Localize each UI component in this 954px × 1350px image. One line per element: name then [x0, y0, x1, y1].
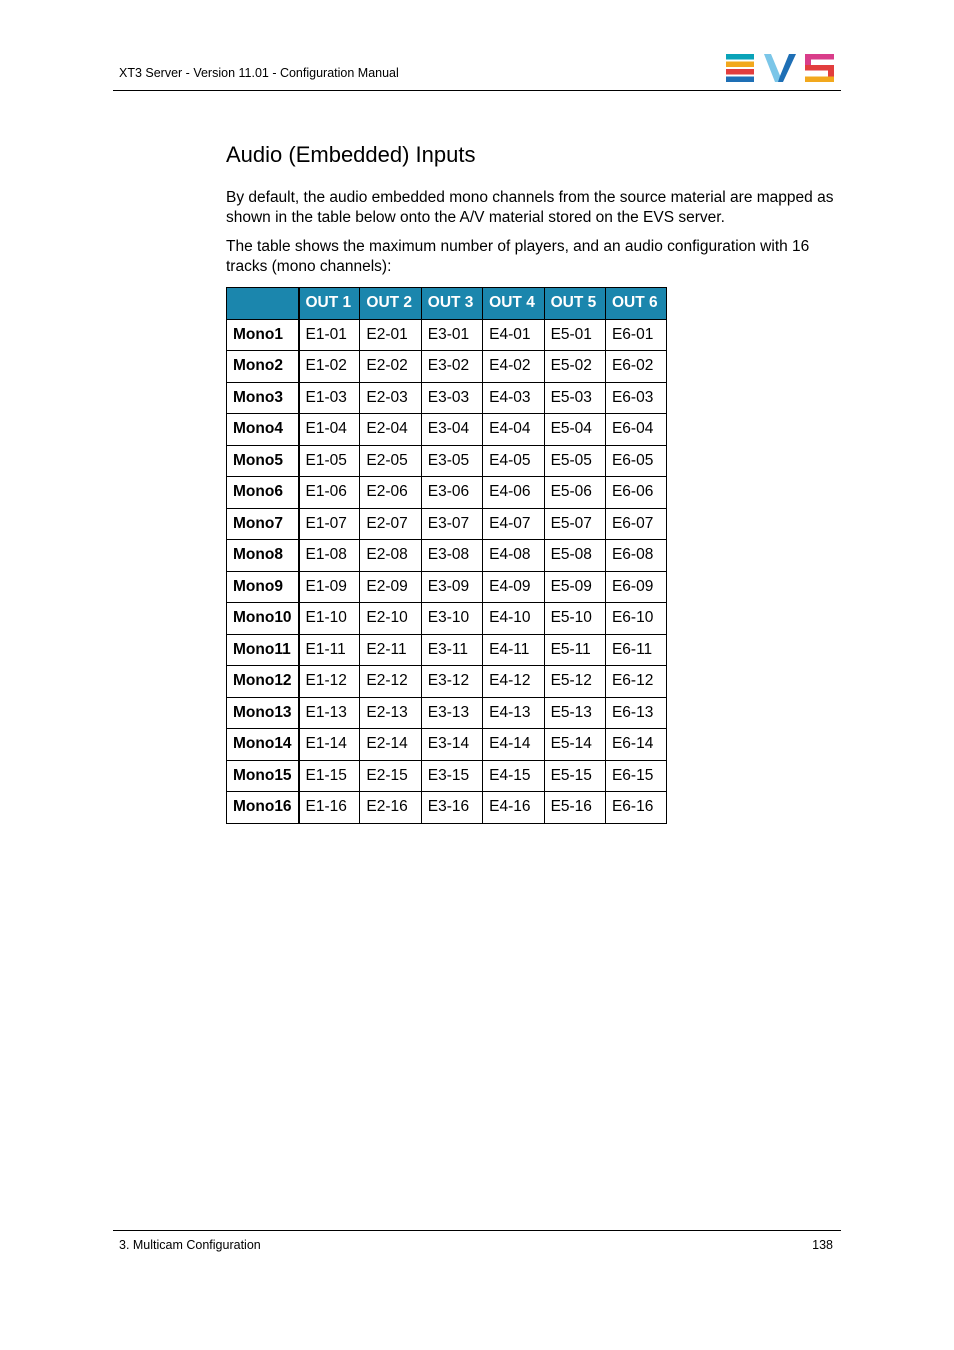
table-row	[227, 414, 667, 446]
table-cell: E5-13	[544, 697, 605, 729]
table-row	[227, 508, 667, 540]
column-header: OUT 2	[360, 288, 421, 320]
table-cell: E5-08	[544, 540, 605, 572]
table-cell: E3-07	[421, 508, 482, 540]
logo-v-left	[764, 54, 781, 82]
table-cell: E1-15	[299, 760, 360, 792]
table-cell: E3-06	[421, 477, 482, 509]
section-title: Audio (Embedded) Inputs	[226, 142, 476, 167]
table-cell: E1-07	[299, 508, 360, 540]
table-cell: E5-15	[544, 760, 605, 792]
table-cell: E5-07	[544, 508, 605, 540]
header-divider	[113, 90, 841, 91]
table-cell: E1-10	[299, 603, 360, 635]
table-cell: E5-03	[544, 382, 605, 414]
column-header: OUT 3	[421, 288, 482, 320]
table-row	[227, 697, 667, 729]
table-cell: E6-11	[605, 634, 666, 666]
row-header: Mono3	[227, 382, 299, 414]
table-cell: E2-02	[360, 351, 421, 383]
table-row	[227, 445, 667, 477]
table-cell: E3-09	[421, 571, 482, 603]
table-cell: E6-13	[605, 697, 666, 729]
table-cell: E5-04	[544, 414, 605, 446]
logo-e-stripe-1	[726, 54, 754, 60]
table-cell: E5-05	[544, 445, 605, 477]
table-cell: E2-14	[360, 729, 421, 761]
table-row	[227, 729, 667, 761]
footer-divider	[113, 1230, 841, 1231]
table-cell: E1-06	[299, 477, 360, 509]
table-cell: E4-15	[483, 760, 544, 792]
audio-mapping-table	[226, 287, 667, 824]
table-cell: E3-13	[421, 697, 482, 729]
table-cell: E5-12	[544, 666, 605, 698]
table-cell: E6-10	[605, 603, 666, 635]
table-cell: E2-16	[360, 792, 421, 824]
table-cell: E5-06	[544, 477, 605, 509]
table-cell: E3-14	[421, 729, 482, 761]
intro-paragraph: By default, the audio embedded mono channels from the source material are mapped as shown in the table below onto the A/V material stored on the EVS server.	[226, 189, 834, 226]
table-cell: E2-04	[360, 414, 421, 446]
table-cell: E4-09	[483, 571, 544, 603]
table-row	[227, 571, 667, 603]
table-cell: E4-01	[483, 319, 544, 351]
table-row	[227, 382, 667, 414]
table-cell: E2-01	[360, 319, 421, 351]
table-description-paragraph: The table shows the maximum number of players, and an audio configuration with 16 tracks (mono channels):	[226, 238, 810, 275]
table-cell: E3-12	[421, 666, 482, 698]
row-header: Mono16	[227, 792, 299, 824]
table-cell: E6-02	[605, 351, 666, 383]
document-title: XT3 Server - Version 11.01 - Configuration Manual	[119, 66, 399, 80]
logo-e-stripe-2	[726, 62, 754, 68]
table-cell: E4-14	[483, 729, 544, 761]
logo-v-right	[778, 54, 796, 82]
table-cell: E3-08	[421, 540, 482, 572]
table-cell: E6-16	[605, 792, 666, 824]
table-row	[227, 319, 667, 351]
table-cell: E3-11	[421, 634, 482, 666]
table-row	[227, 634, 667, 666]
table-cell: E1-03	[299, 382, 360, 414]
table-cell: E3-05	[421, 445, 482, 477]
table-row	[227, 351, 667, 383]
table-cell: E2-05	[360, 445, 421, 477]
table-cell: E6-05	[605, 445, 666, 477]
table-cell: E2-06	[360, 477, 421, 509]
table-cell: E6-12	[605, 666, 666, 698]
table-cell: E4-03	[483, 382, 544, 414]
table-cell: E4-07	[483, 508, 544, 540]
table-cell: E4-10	[483, 603, 544, 635]
table-row	[227, 760, 667, 792]
table-cell: E6-09	[605, 571, 666, 603]
table-cell: E3-16	[421, 792, 482, 824]
table-cell: E6-08	[605, 540, 666, 572]
logo-e-stripe-3	[726, 69, 754, 75]
footer-chapter: 3. Multicam Configuration	[119, 1238, 261, 1252]
table-cell: E5-09	[544, 571, 605, 603]
table-row	[227, 792, 667, 824]
row-header: Mono13	[227, 697, 299, 729]
column-header: OUT 6	[605, 288, 666, 320]
table-cell: E5-10	[544, 603, 605, 635]
table-cell: E4-08	[483, 540, 544, 572]
table-cell: E1-13	[299, 697, 360, 729]
table-cell: E2-03	[360, 382, 421, 414]
row-header: Mono2	[227, 351, 299, 383]
table-cell: E4-02	[483, 351, 544, 383]
row-header: Mono12	[227, 666, 299, 698]
row-header: Mono1	[227, 319, 299, 351]
table-row	[227, 666, 667, 698]
table-cell: E1-01	[299, 319, 360, 351]
table-cell: E4-12	[483, 666, 544, 698]
table-header-row	[227, 288, 667, 320]
table-cell: E1-16	[299, 792, 360, 824]
table-cell: E6-14	[605, 729, 666, 761]
table-cell: E2-09	[360, 571, 421, 603]
row-header: Mono6	[227, 477, 299, 509]
table-cell: E2-10	[360, 603, 421, 635]
table-cell: E2-13	[360, 697, 421, 729]
column-header: OUT 5	[544, 288, 605, 320]
table-corner-cell	[227, 288, 299, 320]
table-cell: E5-02	[544, 351, 605, 383]
row-header: Mono10	[227, 603, 299, 635]
table-cell: E4-06	[483, 477, 544, 509]
table-cell: E5-11	[544, 634, 605, 666]
table-cell: E1-05	[299, 445, 360, 477]
table-cell: E1-12	[299, 666, 360, 698]
logo-e-stripe-4	[726, 77, 754, 83]
row-header: Mono9	[227, 571, 299, 603]
table-cell: E6-03	[605, 382, 666, 414]
evs-logo-icon	[726, 54, 834, 82]
logo-s-bottom	[805, 77, 834, 83]
column-header: OUT 4	[483, 288, 544, 320]
table-cell: E1-14	[299, 729, 360, 761]
table-cell: E4-13	[483, 697, 544, 729]
row-header: Mono5	[227, 445, 299, 477]
row-header: Mono11	[227, 634, 299, 666]
table-cell: E3-01	[421, 319, 482, 351]
row-header: Mono14	[227, 729, 299, 761]
table-cell: E6-07	[605, 508, 666, 540]
table-cell: E4-16	[483, 792, 544, 824]
page-number: 138	[812, 1238, 833, 1252]
table-row	[227, 603, 667, 635]
table-cell: E1-02	[299, 351, 360, 383]
row-header: Mono7	[227, 508, 299, 540]
row-header: Mono8	[227, 540, 299, 572]
table-cell: E4-11	[483, 634, 544, 666]
table-cell: E3-04	[421, 414, 482, 446]
table-cell: E5-16	[544, 792, 605, 824]
table-cell: E4-04	[483, 414, 544, 446]
table-cell: E5-14	[544, 729, 605, 761]
table-cell: E3-10	[421, 603, 482, 635]
table-cell: E6-04	[605, 414, 666, 446]
table-cell: E6-06	[605, 477, 666, 509]
table-cell: E6-15	[605, 760, 666, 792]
table-row	[227, 540, 667, 572]
table-cell: E2-11	[360, 634, 421, 666]
table-row	[227, 477, 667, 509]
table-cell: E2-07	[360, 508, 421, 540]
table-cell: E1-08	[299, 540, 360, 572]
table-cell: E4-05	[483, 445, 544, 477]
table-cell: E3-03	[421, 382, 482, 414]
table-cell: E3-02	[421, 351, 482, 383]
row-header: Mono15	[227, 760, 299, 792]
table-cell: E2-08	[360, 540, 421, 572]
table-cell: E1-11	[299, 634, 360, 666]
row-header: Mono4	[227, 414, 299, 446]
table-body	[227, 319, 667, 823]
table-cell: E2-15	[360, 760, 421, 792]
table-cell: E6-01	[605, 319, 666, 351]
table-cell: E1-09	[299, 571, 360, 603]
table-cell: E1-04	[299, 414, 360, 446]
table-cell: E3-15	[421, 760, 482, 792]
table-cell: E2-12	[360, 666, 421, 698]
column-header: OUT 1	[299, 288, 360, 320]
table-cell: E5-01	[544, 319, 605, 351]
